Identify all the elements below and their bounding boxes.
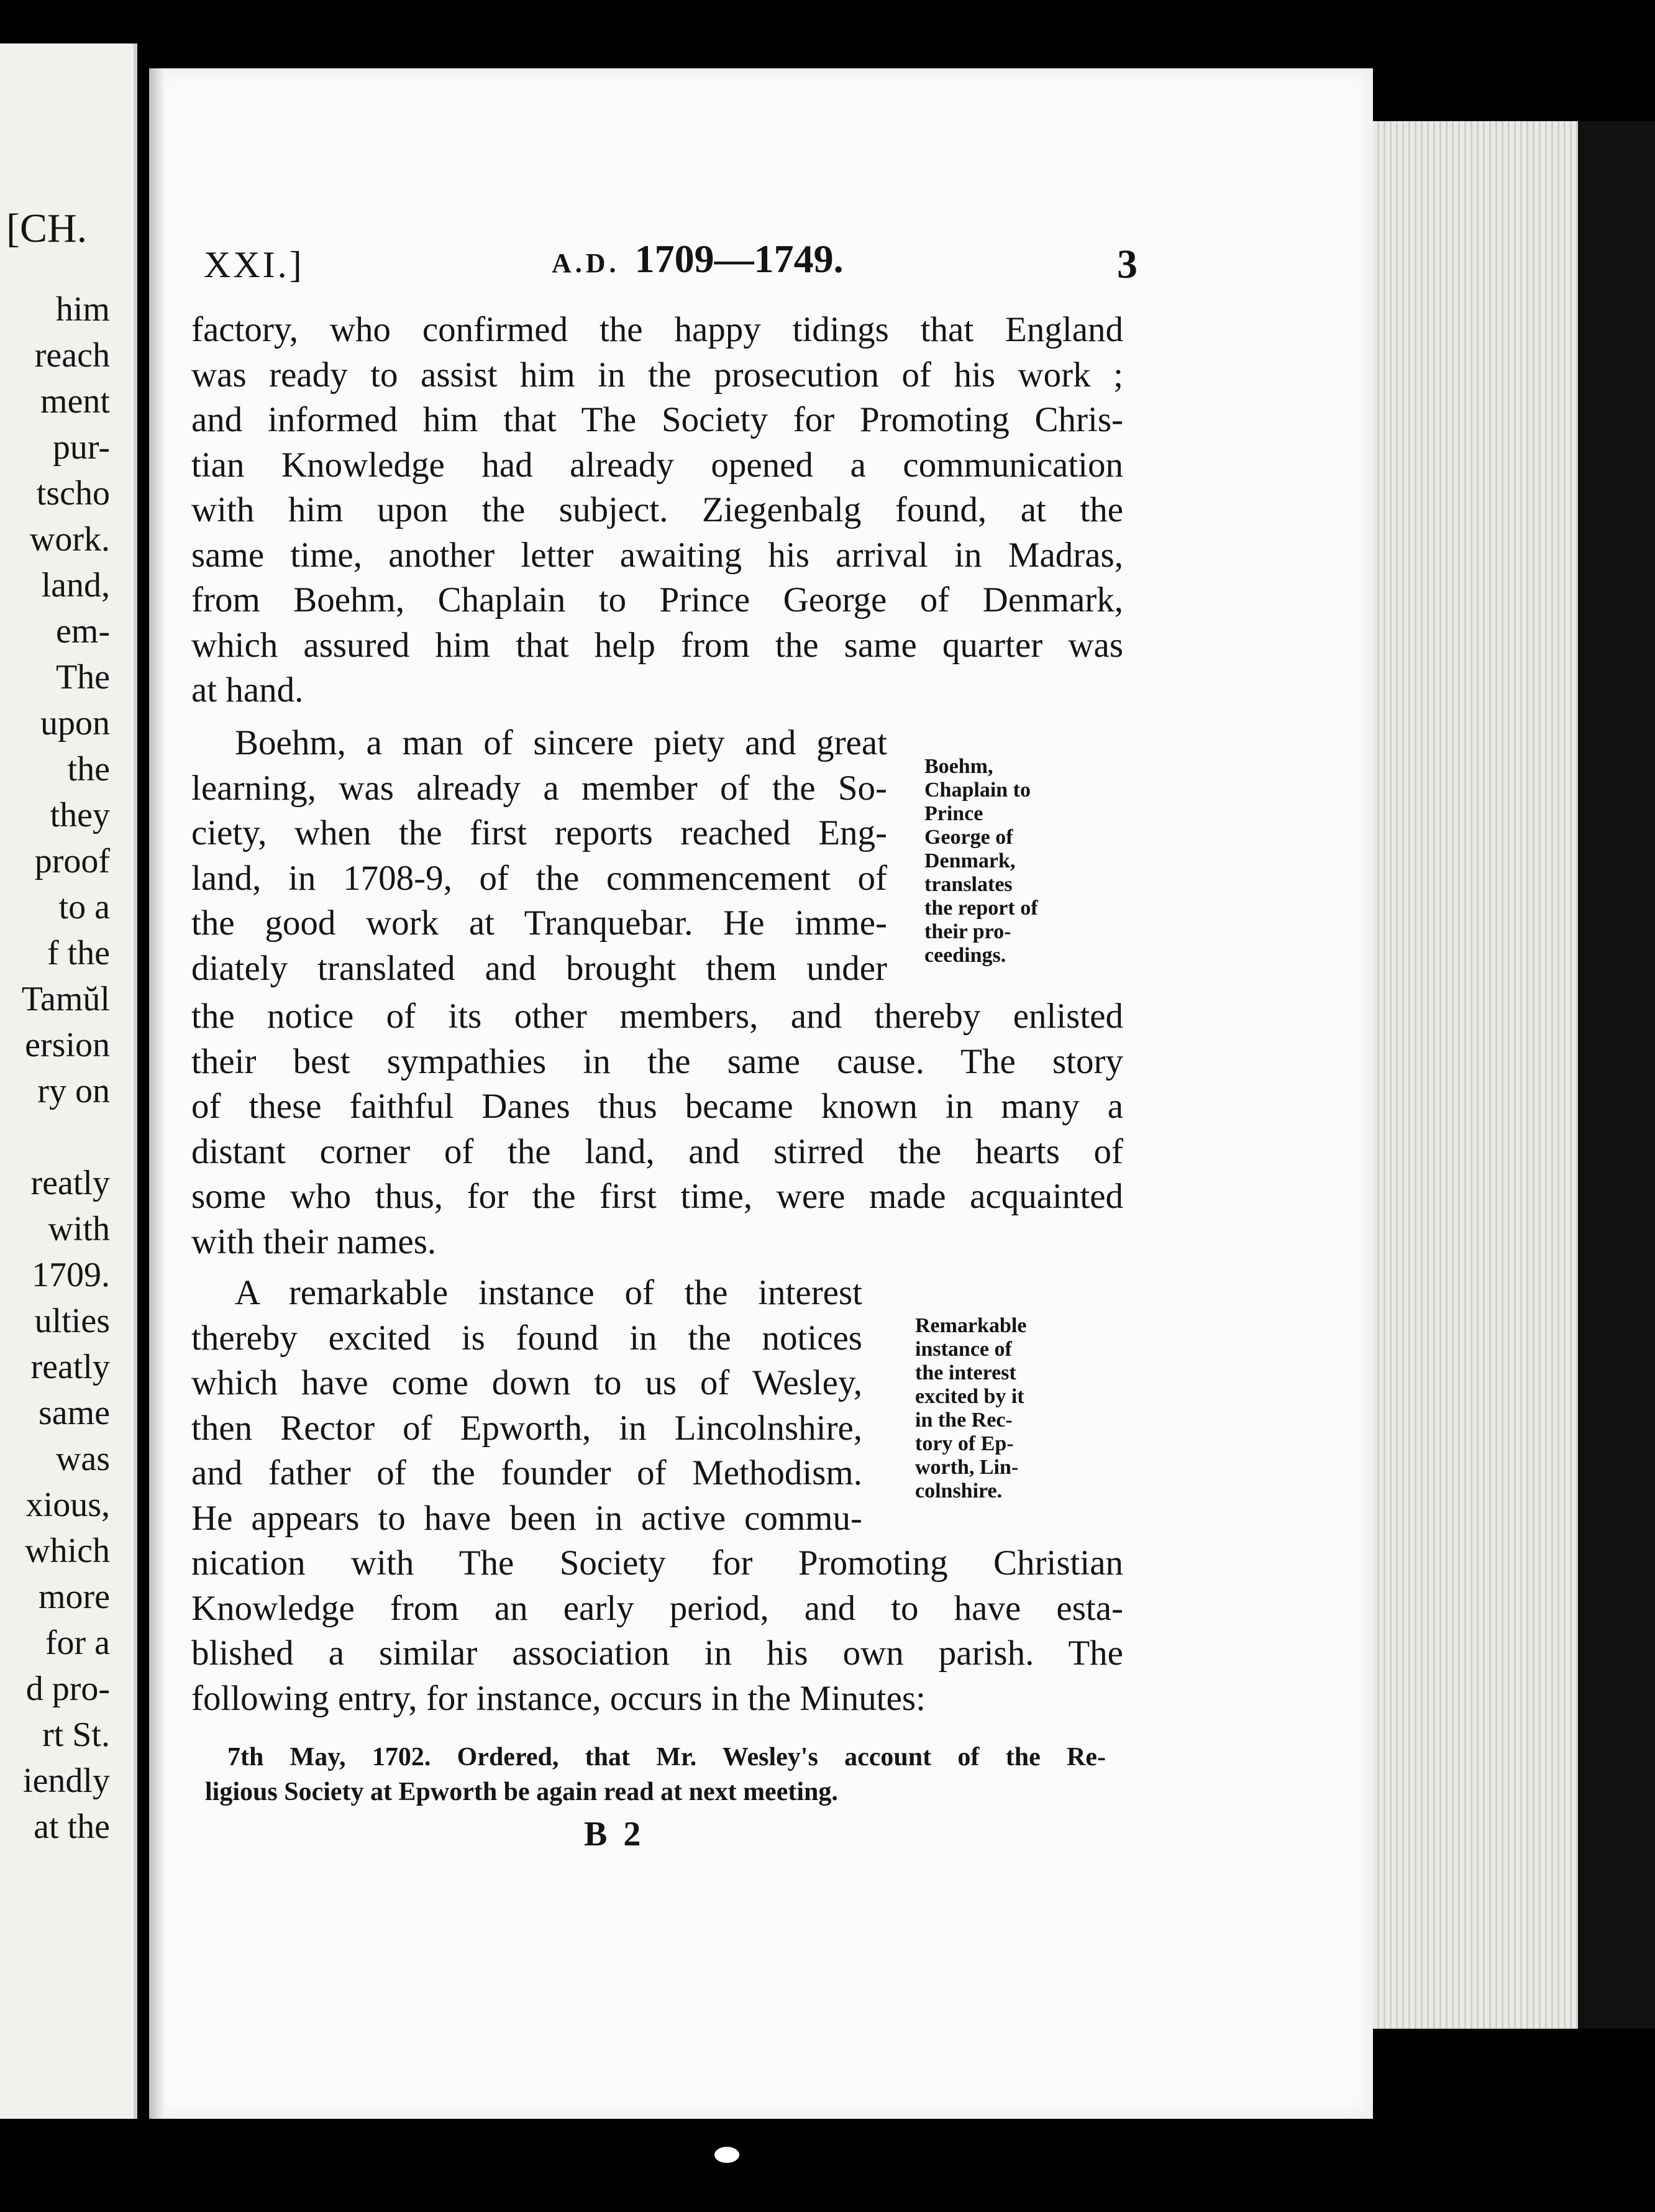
left-page-line: ersion [25, 1026, 110, 1064]
text-line: same time, another letter awaiting his arrival in Madras, [191, 535, 1123, 575]
text-line: thereby excited is found in the notices [191, 1318, 862, 1358]
book-page [149, 68, 1373, 2119]
text-line: He appears to have been in active commu- [191, 1498, 862, 1538]
running-head [204, 236, 1136, 286]
left-page-line: ry on [37, 1072, 110, 1110]
text-line: A remarkable instance of the interest [235, 1273, 862, 1312]
era-label: A.D. [552, 248, 620, 278]
text-line: tian Knowledge had already opened a communication [191, 445, 1123, 485]
left-page-line: pur- [52, 428, 110, 467]
left-page-line: same [38, 1394, 110, 1432]
left-page-line: rt St. [42, 1716, 110, 1754]
left-page-line: to a [58, 888, 110, 926]
left-page-line: 1709. [32, 1256, 110, 1294]
left-page-line: tscho [36, 474, 110, 513]
book-edge-shadow [1578, 121, 1655, 2029]
paragraph [191, 721, 887, 991]
left-page-line: land, [41, 566, 110, 605]
quoted-minute [205, 1740, 1106, 1809]
text-line: following entry, for instance, occurs in the Minutes: [191, 1678, 926, 1718]
left-page-line: the [67, 750, 110, 788]
previous-page-fragment [0, 43, 137, 2119]
left-page-line: ment [40, 382, 110, 421]
left-page-line: they [50, 796, 110, 834]
scan-speck [1336, 34, 1347, 45]
text-line: with their names. [191, 1222, 437, 1261]
left-page-line: ulties [34, 1302, 110, 1340]
left-page-line: em- [55, 612, 110, 651]
left-page-line: f the [47, 934, 110, 972]
page-gutter [149, 68, 164, 2119]
text-line: blished a similar association in his own parish. The [191, 1634, 1123, 1673]
text-line: the good work at Tranquebar. He imme- [191, 903, 887, 943]
text-line: which assured him that help from the same quarter was [191, 625, 1123, 665]
text-line: nication with The Society for Promoting Christian [191, 1543, 1123, 1583]
text-line: ciety, when the first reports reached Eng- [191, 813, 887, 852]
paragraph [191, 308, 1123, 713]
chapter-number: XXI.] [204, 244, 304, 285]
text-line: learning, was already a member of the So- [191, 768, 887, 808]
text-line: Boehm, a man of sincere piety and great [235, 723, 887, 762]
left-page-line: reatly [30, 1348, 110, 1386]
text-line: distant corner of the land, and stirred the hearts of [191, 1131, 1123, 1171]
text-line: which have come down to us of Wesley, [191, 1363, 862, 1402]
left-page-line: upon [40, 704, 110, 743]
date-range [552, 236, 844, 282]
page-edges [1367, 121, 1590, 2029]
signature-mark: B 2 [584, 1815, 645, 1853]
left-page-line: with [48, 1210, 110, 1248]
left-page-line: more [38, 1578, 110, 1616]
paragraph-continuation [191, 994, 1123, 1264]
text-line: from Boehm, Chaplain to Prince George of Denmark, [191, 580, 1123, 619]
paragraph [191, 1271, 862, 1541]
left-running-head: [CH. [6, 206, 88, 251]
left-page-line: at the [34, 1808, 110, 1846]
text-line: Knowledge from an early period, and to have esta- [191, 1588, 1123, 1628]
left-page-line: was [55, 1440, 110, 1478]
left-page-line: work. [29, 520, 110, 559]
marginal-note: Remarkable instance of the interest excited by it in the Rec- tory of Ep- worth, Lin- colnshire. [915, 1314, 1027, 1502]
text-line: land, in 1708-9, of the commencement of [191, 858, 887, 898]
text-line: at hand. [191, 670, 304, 710]
text-line: some who thus, for the first time, were made acquainted [191, 1177, 1123, 1216]
left-page-line: for a [45, 1624, 110, 1662]
left-page-line: reatly [30, 1164, 110, 1202]
text-line: and father of the founder of Methodism. [191, 1453, 862, 1492]
text-line: their best sympathies in the same cause. The story [191, 1041, 1123, 1081]
footnote-line: 7th May, 1702. Ordered, that Mr. Wesley's account of the Re- [227, 1743, 1106, 1771]
left-page-line: proof [34, 842, 110, 880]
text-line: diately translated and brought them under [191, 948, 887, 988]
text-line: then Rector of Epworth, in Lincolnshire, [191, 1408, 862, 1448]
marginal-note: Boehm, Chaplain to Prince George of Denmark, translates the report of their pro- ceedings. [924, 755, 1038, 967]
footnote-line: ligious Society at Epworth be again read at next meeting. [205, 1778, 838, 1806]
text-line: of these faithful Danes thus became known in many a [191, 1087, 1123, 1126]
scan-speck [714, 2147, 739, 2163]
left-page-line: iendly [23, 1762, 110, 1800]
text-line: factory, who confirmed the happy tidings that England [191, 310, 1123, 349]
text-line: with him upon the subject. Ziegenbalg found, at the [191, 490, 1123, 529]
left-page-line: xious, [25, 1486, 110, 1524]
left-page-line: Tamŭl [21, 980, 110, 1018]
text-line: and informed him that The Society for Promoting Chris- [191, 400, 1123, 439]
text-line: was ready to assist him in the prosecution of his work ; [191, 355, 1123, 395]
left-page-line: d pro- [25, 1670, 110, 1708]
left-page-line: The [55, 658, 110, 697]
left-page-line: which [25, 1532, 110, 1570]
page-number: 3 [1117, 242, 1138, 287]
year-range: 1709—1749. [634, 237, 844, 281]
left-page-line: reach [34, 336, 110, 375]
paragraph-continuation [191, 1541, 1123, 1721]
text-line: the notice of its other members, and thereby enlisted [191, 997, 1123, 1036]
left-page-line: him [55, 290, 110, 329]
